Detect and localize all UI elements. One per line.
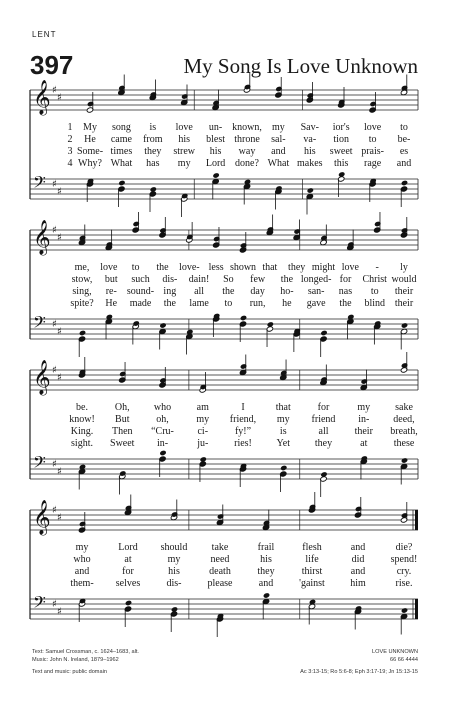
lyric-syllable: the — [222, 286, 235, 297]
lyric-syllable: sing, — [72, 286, 92, 297]
lyric-syllable: their — [354, 426, 373, 437]
lyric-syllable: longed- — [300, 274, 332, 285]
lyric-syllable: run, — [249, 298, 266, 309]
lyric-syllable: nas — [338, 286, 353, 297]
lyric-syllable: am — [196, 402, 209, 413]
lyric-syllable: know! — [69, 414, 95, 425]
lyric-syllable: that — [262, 262, 278, 273]
lyric-syllable: ries! — [234, 438, 252, 449]
music-system-2 — [30, 220, 418, 356]
music-system-1 — [30, 80, 418, 216]
lyric-syllable: in- — [156, 438, 169, 449]
lyric-syllable: the — [156, 262, 169, 273]
sharp-icon: ♯ — [52, 365, 57, 376]
lyric-syllable: Sav- — [300, 122, 319, 133]
lyric-syllable: did — [351, 554, 365, 565]
lyric-syllable: and — [350, 566, 366, 577]
lyric-syllable: me, — [74, 262, 90, 273]
lyric-syllable: Why? — [78, 158, 102, 169]
rights-notice: Text and music: public domain — [32, 669, 107, 675]
music-system-4 — [30, 500, 418, 636]
text-credit: Text: Samuel Crossman, c. 1624–1683, alt. — [32, 649, 139, 655]
lyric-syllable: please — [207, 578, 233, 589]
bass-clef-icon: 𝄢 — [33, 312, 46, 336]
lyric-syllable: gave — [306, 298, 326, 309]
stanza-number: 4 — [67, 158, 73, 169]
lyric-syllable: for — [122, 566, 134, 577]
note-head — [263, 592, 270, 598]
music-system-3 — [30, 360, 418, 496]
lyric-line-stanza-3 — [30, 286, 418, 298]
lyric-syllable: Then — [111, 426, 133, 437]
lyric-syllable: Lord — [118, 542, 138, 553]
lyric-syllable: dain! — [188, 274, 210, 285]
lyric-line-stanza-1 — [30, 542, 418, 554]
treble-clef-icon: 𝄞 — [33, 220, 51, 255]
lyric-syllable: oh, — [156, 414, 169, 425]
lyric-syllable: and — [396, 158, 412, 169]
lyric-syllable: makes — [297, 158, 323, 169]
note-head — [401, 322, 408, 328]
lyric-syllable: be. — [76, 402, 88, 413]
lyric-syllable: ly — [400, 262, 408, 273]
lyric-syllable: few — [250, 274, 266, 285]
lyric-line-stanza-2 — [30, 414, 418, 426]
lyric-syllable: Yet — [276, 438, 290, 449]
sharp-icon: ♯ — [57, 186, 62, 198]
lyric-syllable: sake — [395, 402, 413, 413]
sharp-icon: ♯ — [57, 466, 62, 478]
lyric-syllable: should — [160, 542, 188, 553]
lyric-line-stanza-1 — [30, 262, 418, 274]
lyric-syllable: blind — [364, 298, 385, 309]
lyric-syllable: frail — [257, 542, 275, 553]
lyric-syllable: known, — [232, 122, 262, 133]
lyric-syllable: “Cru- — [151, 426, 174, 437]
sharp-icon: ♯ — [52, 505, 57, 516]
sharp-icon: ♯ — [57, 92, 62, 104]
lyric-syllable: his — [209, 146, 222, 157]
lyric-syllable: less — [208, 262, 224, 273]
lyric-syllable: made — [129, 298, 152, 309]
lyric-syllable: sound- — [126, 286, 155, 297]
lyric-syllable: friend, — [229, 414, 257, 425]
lyric-syllable: san- — [307, 286, 325, 297]
lyric-syllable: is — [279, 426, 287, 437]
lyric-syllable: throne — [234, 134, 260, 145]
lyric-syllable: my — [177, 158, 191, 169]
lyric-syllable: has — [146, 158, 160, 169]
lyric-syllable: his — [178, 134, 191, 145]
lyric-syllable: va- — [303, 134, 317, 145]
lyric-syllable: life — [305, 554, 319, 565]
lyric-syllable: is — [149, 122, 157, 133]
lyric-syllable: shown — [229, 262, 257, 273]
lyric-syllable: blest — [206, 134, 226, 145]
lyric-syllable: love- — [179, 262, 200, 273]
lyric-syllable: friend — [311, 414, 336, 425]
lyric-syllable: in- — [358, 414, 370, 425]
lyric-line-stanza-4 — [30, 158, 418, 170]
lyric-syllable: love — [341, 262, 359, 273]
lyric-syllable: fy!” — [234, 426, 252, 437]
lyric-syllable: that — [275, 402, 291, 413]
note-head — [79, 330, 86, 336]
lyric-syllable: their — [394, 298, 414, 309]
stanza-number: 1 — [67, 122, 73, 133]
lyric-syllable: day — [250, 286, 265, 297]
lyric-syllable: be- — [397, 134, 411, 145]
lyric-line-stanza-1 — [30, 402, 418, 414]
lyric-syllable: from — [143, 134, 163, 145]
stanza-number: 3 — [67, 146, 73, 157]
lyric-syllable: breath, — [390, 426, 418, 437]
lyric-syllable: ju- — [197, 438, 209, 449]
lyric-syllable: these — [393, 438, 415, 449]
lyric-syllable: the — [339, 298, 352, 309]
lyric-line-stanza-2 — [30, 134, 418, 146]
note-head — [118, 180, 125, 186]
section-label: LENT — [32, 30, 57, 39]
lyric-syllable: all — [194, 286, 205, 297]
lyric-syllable: sweet — [329, 146, 353, 157]
lyric-syllable: them- — [70, 578, 94, 589]
lyric-syllable: and — [258, 578, 274, 589]
hymn-number: 397 — [30, 50, 74, 80]
lyric-syllable: all — [318, 426, 329, 437]
lyric-syllable: their — [394, 286, 414, 297]
sharp-icon: ♯ — [52, 459, 57, 470]
lyric-line-stanza-3 — [30, 426, 418, 438]
lyric-syllable: my — [276, 414, 290, 425]
lyric-syllable: for — [317, 402, 330, 413]
lyric-syllable: What — [110, 158, 133, 169]
lyric-syllable: might — [311, 262, 336, 273]
lyric-syllable: What — [267, 158, 290, 169]
note-head — [159, 450, 166, 456]
note-head — [280, 465, 287, 471]
lyric-syllable: ing — [163, 286, 177, 297]
lyric-syllable: my — [167, 554, 181, 565]
stanza-number: 2 — [67, 134, 73, 145]
sharp-icon: ♯ — [57, 606, 62, 618]
tune-name: LOVE UNKNOWN — [372, 649, 418, 655]
lyric-syllable: prais- — [361, 146, 384, 157]
lyric-syllable: ior's — [332, 122, 350, 133]
note-head — [401, 180, 408, 186]
lyric-syllable: He — [84, 134, 96, 145]
note-head — [401, 607, 408, 613]
lyric-syllable: this — [333, 158, 349, 169]
note-head — [125, 600, 132, 606]
sharp-icon: ♯ — [57, 512, 62, 524]
lyric-syllable: they — [288, 262, 306, 273]
note-head — [267, 321, 274, 327]
sharp-icon: ♯ — [57, 326, 62, 338]
lyric-line-stanza-4 — [30, 438, 418, 450]
lyric-syllable: thirst — [301, 566, 323, 577]
lyric-line-stanza-3 — [30, 146, 418, 158]
lyric-syllable: re- — [105, 286, 117, 297]
lyric-syllable: to — [131, 262, 140, 273]
credits-block — [32, 648, 139, 676]
lyric-syllable: strew — [173, 146, 196, 157]
lyric-syllable: they — [314, 438, 333, 449]
lyric-syllable: at — [360, 438, 368, 449]
lyric-syllable: He — [105, 298, 118, 309]
hymn-title: My Song Is Love Unknown — [183, 54, 418, 78]
sharp-icon: ♯ — [52, 599, 57, 610]
lyric-syllable: for — [339, 274, 352, 285]
lyric-syllable: and — [74, 566, 90, 577]
lyric-syllable: his — [303, 146, 316, 157]
lyric-syllable: deed, — [393, 414, 415, 425]
note-head — [338, 171, 345, 177]
lyric-syllable: rage — [363, 158, 382, 169]
lyric-syllable: I — [241, 402, 245, 413]
lyric-syllable: my — [357, 402, 371, 413]
lyric-syllable: dis- — [162, 274, 178, 285]
lyric-syllable: My — [83, 122, 97, 133]
sharp-icon: ♯ — [57, 372, 62, 384]
lyric-syllable: es — [399, 146, 409, 157]
treble-clef-icon: 𝄞 — [33, 500, 51, 535]
lyric-syllable: who — [73, 554, 91, 565]
lyric-syllable: and — [271, 146, 286, 157]
tune-info-block — [300, 648, 418, 676]
lyric-syllable: times — [110, 146, 133, 157]
lyric-syllable: King. — [70, 426, 94, 437]
lyric-syllable: my — [75, 542, 89, 553]
lyric-syllable: the — [163, 298, 176, 309]
lyric-syllable: death — [209, 566, 231, 577]
lyric-syllable: to — [368, 134, 377, 145]
lyric-syllable: love — [175, 122, 193, 133]
lyric-syllable: spite? — [70, 298, 94, 309]
sharp-icon: ♯ — [52, 319, 57, 330]
lyric-syllable: sight. — [71, 438, 93, 449]
lyric-line-stanza-2 — [30, 554, 418, 566]
note-head — [307, 187, 314, 193]
lyric-syllable: he — [282, 298, 292, 309]
lyric-syllable: spend! — [390, 554, 418, 565]
lyric-syllable: love — [363, 122, 382, 133]
lyric-syllable: to — [400, 122, 408, 133]
lyric-syllable: tion — [333, 134, 349, 145]
note-head — [320, 471, 327, 477]
lyric-syllable: un- — [208, 122, 223, 133]
lyric-syllable: ho- — [280, 286, 294, 297]
meter: 66 66 4444 — [390, 657, 418, 663]
music-credit: Music: John N. Ireland, 1879–1962 — [32, 657, 119, 663]
lyric-syllable: done? — [235, 158, 259, 169]
treble-clef-icon: 𝄞 — [33, 80, 51, 115]
lyric-syllable: - — [375, 262, 379, 273]
lyric-syllable: but — [104, 274, 118, 285]
note-head — [212, 172, 219, 178]
lyric-syllable: they — [144, 146, 162, 157]
sharp-icon: ♯ — [52, 85, 57, 96]
lyric-syllable: my — [272, 122, 285, 133]
lyric-syllable: to — [370, 286, 379, 297]
sharp-icon: ♯ — [57, 232, 62, 244]
lyric-syllable: to — [224, 298, 233, 309]
note-head — [240, 315, 247, 321]
lyric-syllable: rise. — [395, 578, 413, 589]
lyric-syllable: and — [350, 542, 366, 553]
bass-clef-icon: 𝄢 — [33, 452, 46, 476]
lyric-syllable: his — [260, 554, 272, 565]
scripture-references: Ac 3:13-15; Ro 5:6-8; Eph 3:17-19; Jn 15:13-15 — [300, 669, 418, 675]
lyric-syllable: Oh, — [114, 402, 130, 413]
lyric-syllable: at — [124, 554, 132, 565]
lyric-syllable: him — [350, 578, 366, 589]
lyric-syllable: sal- — [271, 134, 286, 145]
lyric-line-stanza-4 — [30, 298, 418, 310]
note-head — [200, 456, 207, 462]
sharp-icon: ♯ — [52, 179, 57, 190]
sharp-icon: ♯ — [52, 225, 57, 236]
lyric-line-stanza-2 — [30, 274, 418, 286]
lyric-syllable: they — [257, 566, 275, 577]
lyric-syllable: such — [131, 274, 150, 285]
lyric-syllable: came — [110, 134, 132, 145]
bass-clef-icon: 𝄢 — [33, 172, 46, 196]
lyric-syllable: my — [196, 414, 210, 425]
lyric-syllable: need — [210, 554, 230, 565]
lyric-syllable: the — [280, 274, 294, 285]
lyric-syllable: his — [168, 566, 180, 577]
lyric-syllable: 'gainst — [299, 578, 325, 589]
lyric-syllable: die? — [395, 542, 413, 553]
note-head — [401, 457, 408, 463]
lyric-syllable: Sweet — [110, 438, 135, 449]
lyric-syllable: cry. — [396, 566, 412, 577]
lyric-syllable: Christ — [362, 274, 387, 285]
lyric-syllable: Some- — [76, 146, 104, 157]
lyric-line-stanza-1 — [30, 122, 418, 134]
lyric-line-stanza-4 — [30, 578, 418, 590]
lyric-syllable: who — [153, 402, 172, 413]
lyric-syllable: love — [100, 262, 118, 273]
lyric-syllable: But — [115, 414, 130, 425]
bass-clef-icon: 𝄢 — [33, 592, 46, 616]
note-head — [150, 186, 157, 192]
lyric-syllable: Lord — [205, 158, 226, 169]
treble-clef-icon: 𝄞 — [33, 360, 51, 395]
note-head — [171, 606, 178, 612]
lyric-syllable: dis- — [166, 578, 182, 589]
lyric-syllable: way — [238, 146, 256, 157]
lyric-syllable: take — [211, 542, 229, 553]
lyric-syllable: flesh — [302, 542, 322, 553]
lyric-syllable: song — [111, 122, 131, 133]
lyric-line-stanza-3 — [30, 566, 418, 578]
lyric-syllable: ci- — [197, 426, 209, 437]
lyric-syllable: lame — [189, 298, 209, 309]
lyric-syllable: So — [223, 274, 234, 285]
lyric-syllable: would — [391, 274, 417, 285]
note-head — [159, 322, 166, 328]
lyric-syllable: selves — [115, 578, 141, 589]
note-head — [320, 330, 327, 336]
lyric-syllable: stow, — [71, 274, 93, 285]
